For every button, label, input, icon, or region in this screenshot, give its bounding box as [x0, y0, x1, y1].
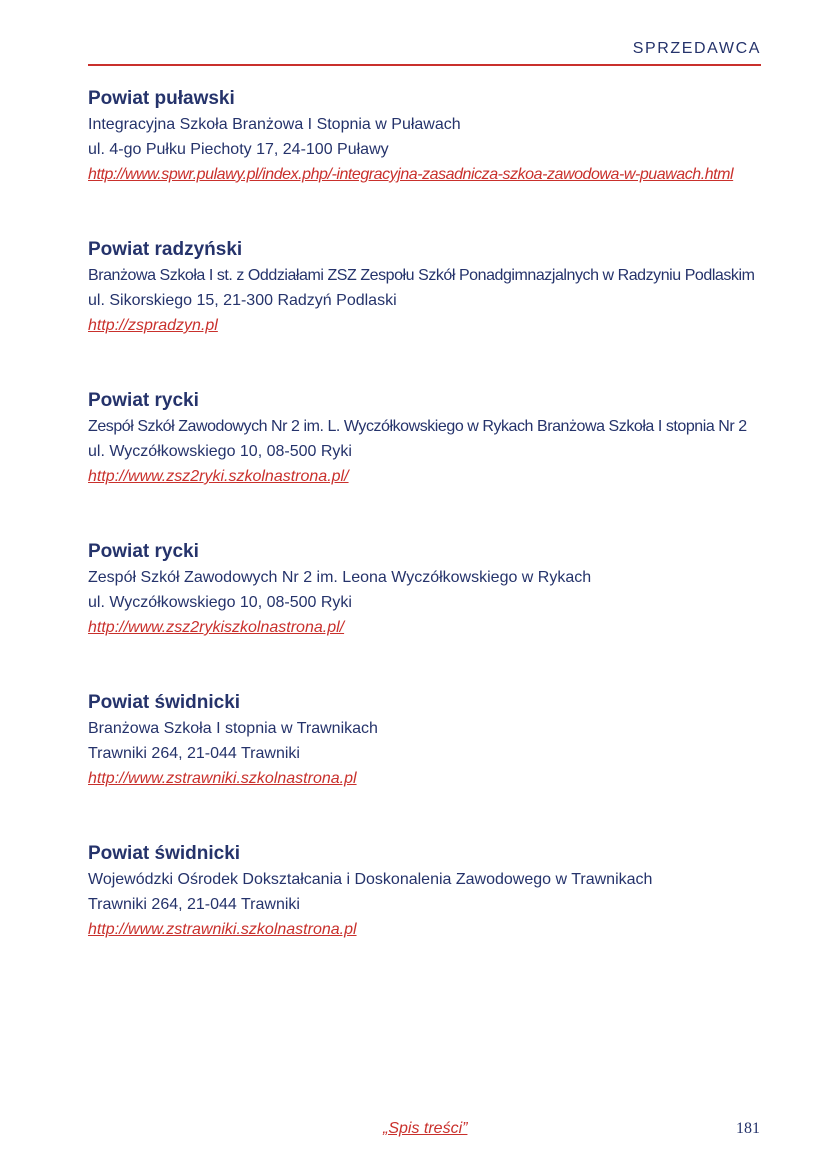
school-entry	[88, 237, 778, 388]
entry-title: Powiat radzyński	[88, 239, 243, 260]
entry-address: Trawniki 264, 21-044 Trawniki	[88, 745, 300, 762]
entry-school-name: Zespół Szkół Zawodowych Nr 2 im. L. Wyczółkowskiego w Rykach Branżowa Szkoła I stopnia Nr 2	[88, 418, 747, 435]
school-entry	[88, 86, 778, 237]
entry-title: Powiat rycki	[88, 390, 199, 411]
entry-school-name: Zespół Szkół Zawodowych Nr 2 im. Leona Wyczółkowskiego w Rykach	[88, 569, 592, 586]
entry-address: Trawniki 264, 21-044 Trawniki	[88, 896, 300, 913]
entry-school-name: Integracyjna Szkoła Branżowa I Stopnia w Puławach	[88, 116, 461, 133]
entry-url-link[interactable]: http://www.zsz2rykiszkolnastrona.pl/	[88, 619, 345, 636]
entry-school-name: Wojewódzki Ośrodek Dokształcania i Doskonalenia Zawodowego w Trawnikach	[88, 871, 653, 888]
entry-school-name: Branżowa Szkoła I stopnia w Trawnikach	[88, 720, 378, 737]
school-list	[88, 86, 778, 992]
entry-title: Powiat rycki	[88, 541, 199, 562]
entry-address: ul. 4-go Pułku Piechoty 17, 24-100 Puławy	[88, 141, 389, 158]
entry-title: Powiat puławski	[88, 88, 235, 109]
entry-address: ul. Wyczółkowskiego 10, 08-500 Ryki	[88, 594, 352, 611]
page-number: 181	[736, 1120, 760, 1137]
school-entry	[88, 690, 778, 841]
entry-title: Powiat świdnicki	[88, 692, 241, 713]
section-header-title: SPRZEDAWCA	[632, 40, 761, 57]
school-entry	[88, 841, 778, 992]
entry-url-link[interactable]: http://www.zstrawniki.szkolnastrona.pl	[88, 921, 357, 938]
entry-url-link[interactable]: http://www.zsz2ryki.szkolnastrona.pl/	[88, 468, 349, 485]
table-of-contents-link[interactable]: „Spis treści”	[383, 1120, 468, 1137]
entry-address: ul. Wyczółkowskiego 10, 08-500 Ryki	[88, 443, 352, 460]
entry-url-link[interactable]: http://zspradzyn.pl	[88, 317, 218, 334]
school-entry	[88, 388, 778, 539]
entry-title: Powiat świdnicki	[88, 843, 241, 864]
entry-school-name: Branżowa Szkoła I st. z Oddziałami ZSZ Zespołu Szkół Ponadgimnazjalnych w Radzyniu Podlaskim	[88, 267, 755, 284]
entry-url-link[interactable]: http://www.spwr.pulawy.pl/index.php/-integracyjna-zasadnicza-szkoa-zawodowa-w-puawach.html	[88, 166, 734, 183]
school-entry	[88, 539, 778, 690]
header-divider	[88, 64, 761, 66]
entry-address: ul. Sikorskiego 15, 21-300 Radzyń Podlaski	[88, 292, 397, 309]
entry-url-link[interactable]: http://www.zstrawniki.szkolnastrona.pl	[88, 770, 357, 787]
